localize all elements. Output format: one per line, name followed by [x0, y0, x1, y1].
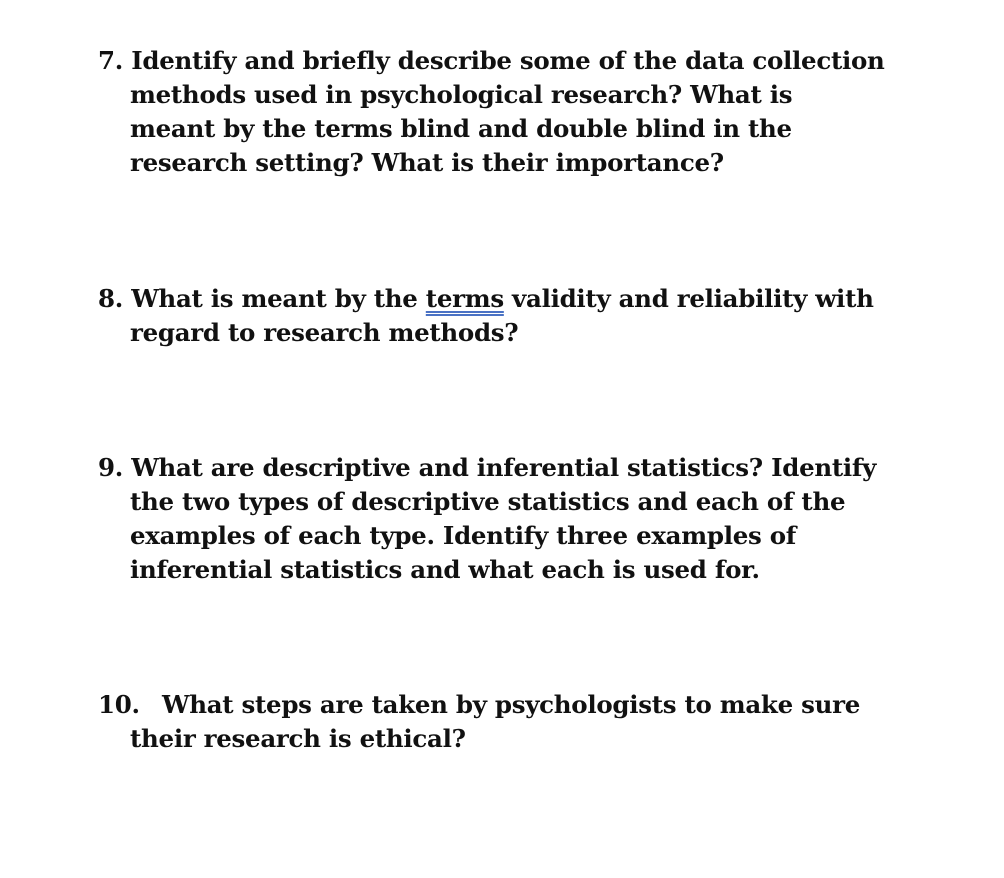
question-line — [98, 44, 898, 78]
question-number: 7. — [98, 46, 123, 75]
question-text: What steps are taken by psychologists to make sure — [162, 690, 861, 719]
question-line — [98, 451, 898, 485]
question-text: What are descriptive and inferential statistics? Identify — [131, 453, 877, 482]
question-text: What is meant by the — [131, 284, 426, 313]
question-text: validity and reliability with — [503, 284, 874, 313]
question-text: meant by the terms blind and double blind in the — [130, 114, 792, 143]
question-line — [98, 688, 898, 722]
question-text: regard to research methods? — [130, 318, 519, 347]
question-text: the two types of descriptive statistics and each of the — [130, 487, 846, 516]
question-text: Identify and briefly describe some of the data collection — [131, 46, 885, 75]
question-text: examples of each type. Identify three examples of — [130, 521, 796, 550]
question-9 — [98, 451, 898, 587]
spellcheck-marked-word[interactable]: terms — [425, 284, 504, 313]
question-10 — [98, 688, 898, 756]
question-text: methods used in psychological research? What is — [130, 80, 793, 109]
question-8 — [98, 282, 898, 350]
question-text: inferential statistics and what each is used for. — [130, 555, 760, 584]
question-number: 9. — [98, 453, 123, 482]
question-line — [98, 282, 898, 316]
question-7 — [98, 44, 898, 180]
question-number: 10. — [98, 690, 140, 719]
question-number: 8. — [98, 284, 123, 313]
question-text: research setting? What is their importance? — [130, 148, 724, 177]
question-text: their research is ethical? — [130, 724, 466, 753]
